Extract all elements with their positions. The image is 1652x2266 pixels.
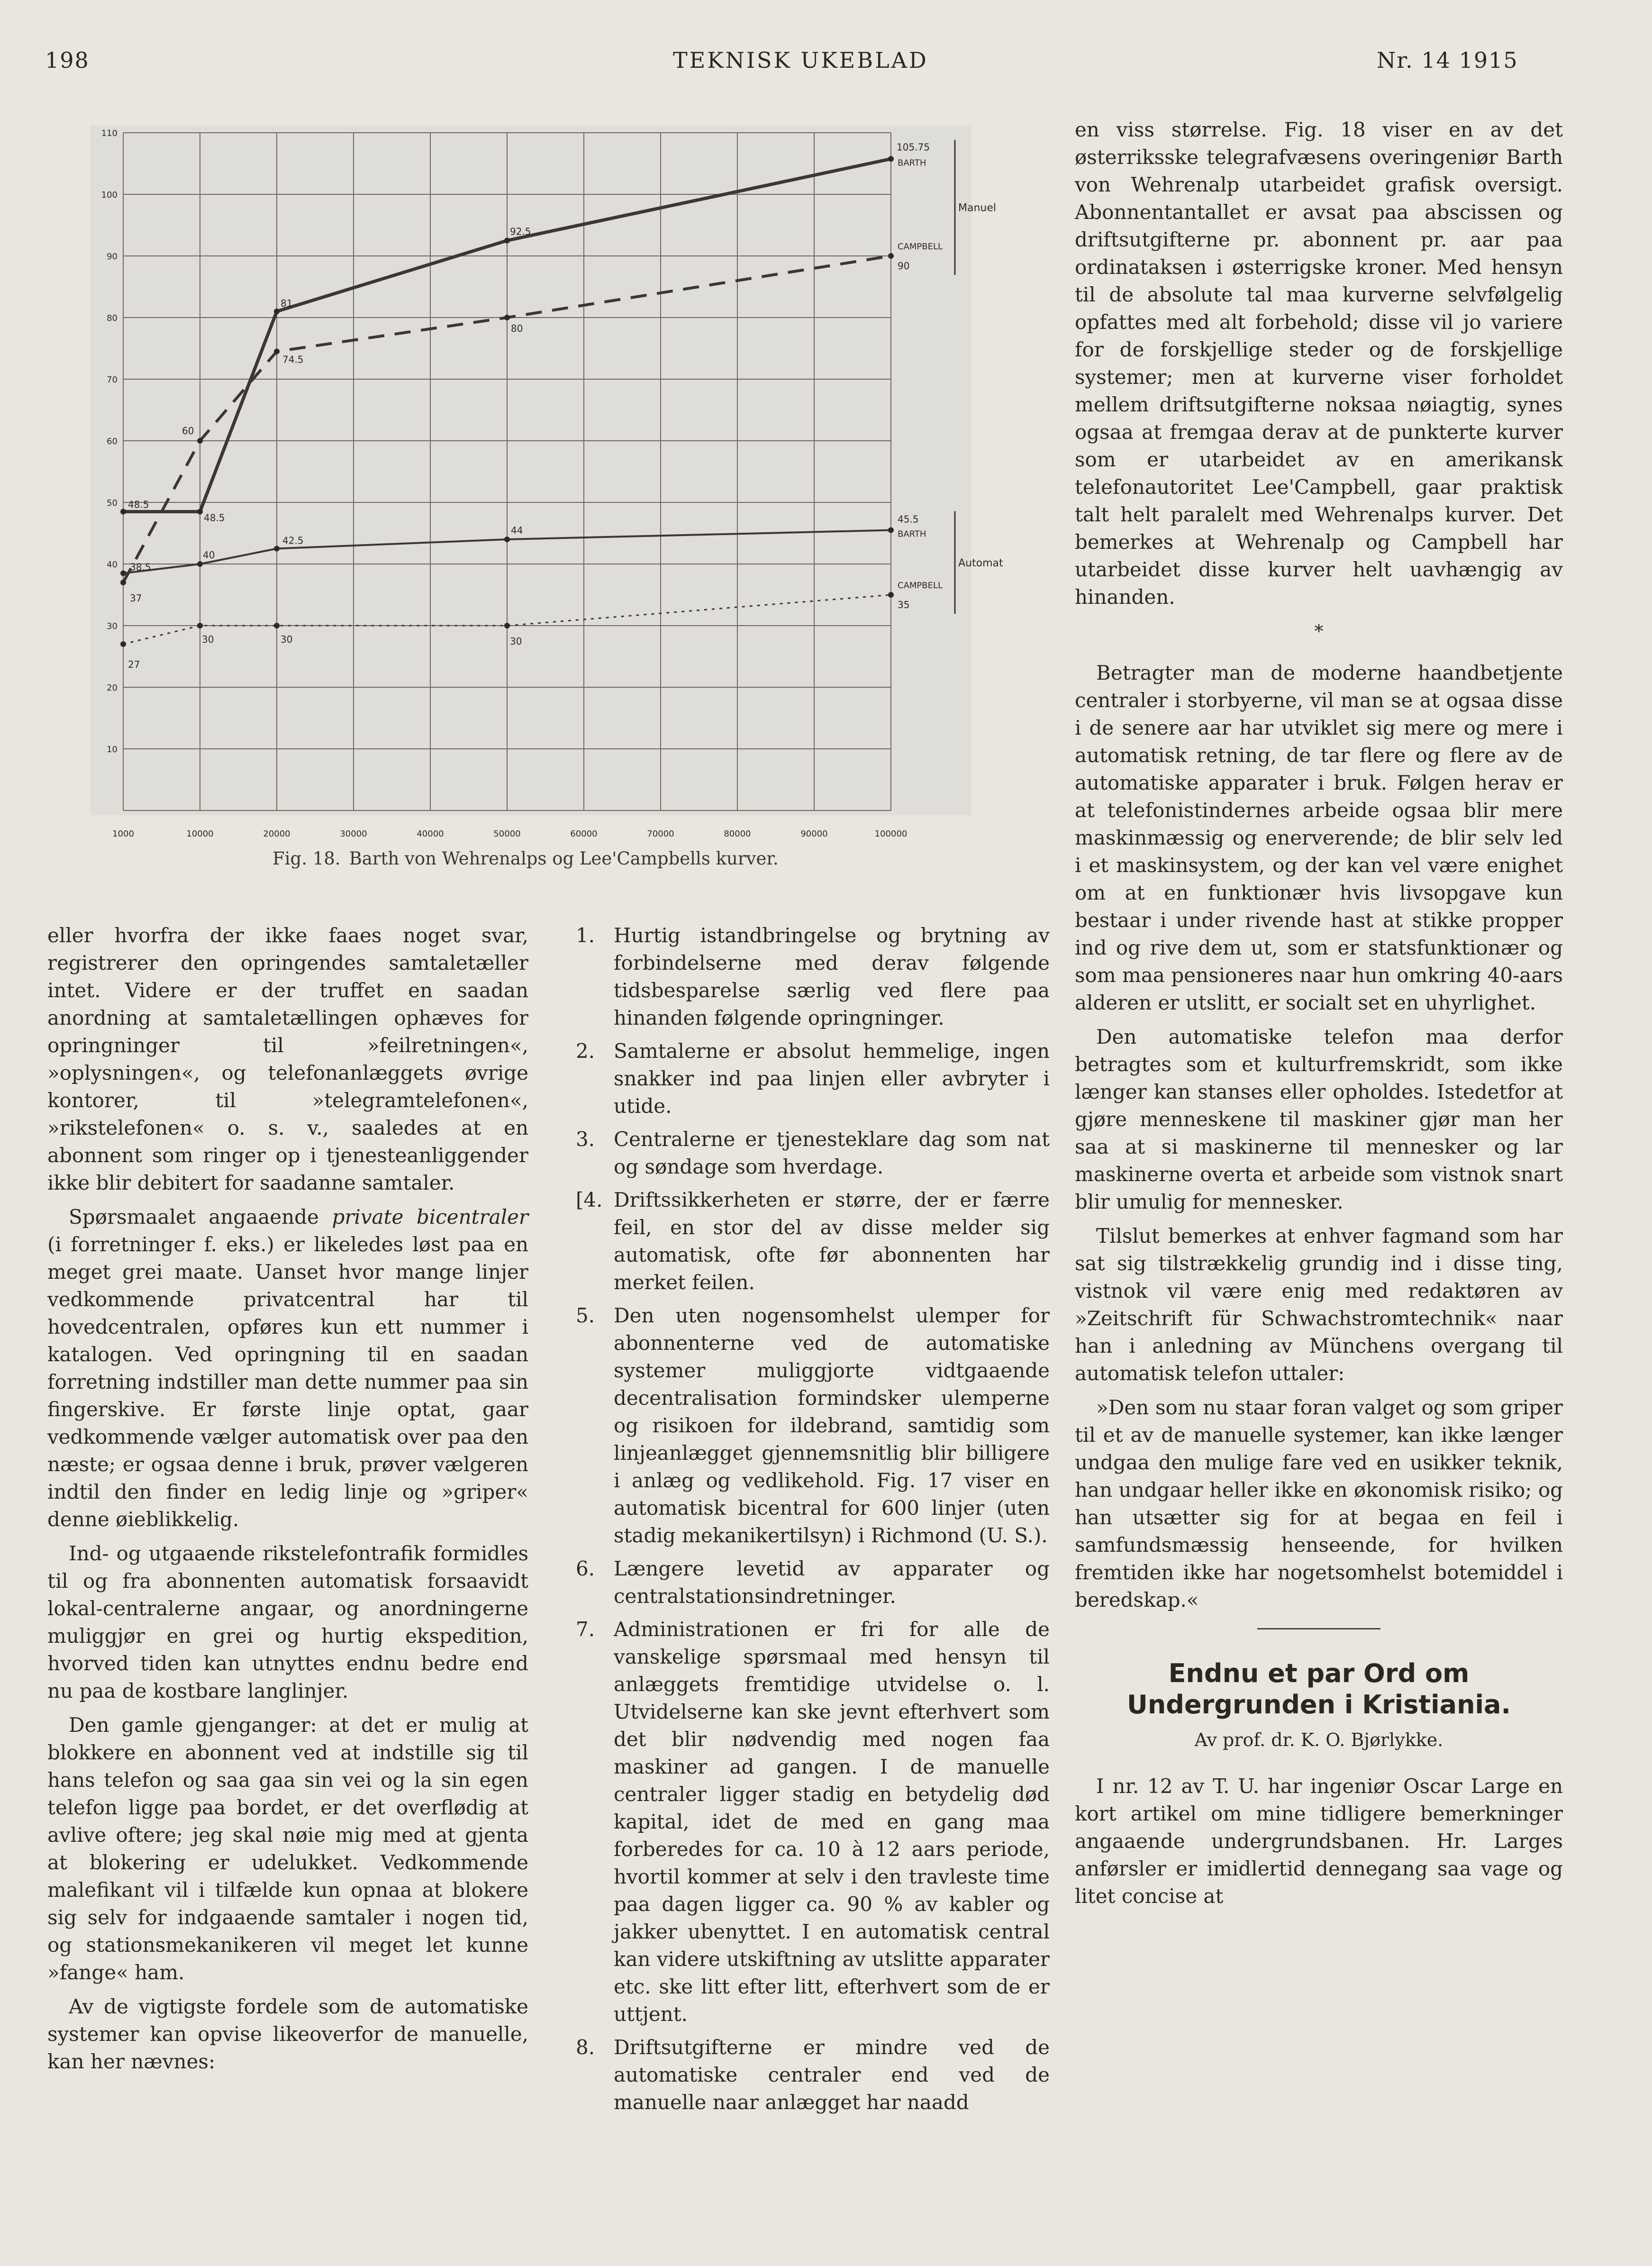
text-column-1 (47, 922, 528, 2082)
text-column-3 (1075, 116, 1563, 1917)
list-text: Centralerne er tjenesteklare dag som nat og søndage som hverdage. (614, 1128, 1050, 1178)
list-number: 8. (576, 2036, 595, 2059)
series-name-label: CAMPBELL (898, 581, 943, 591)
y-tick-label: 60 (107, 437, 118, 446)
list-item (569, 1037, 1050, 1120)
page-number: 198 (45, 47, 90, 73)
y-tick-label: 30 (107, 621, 118, 631)
data-point (197, 561, 203, 567)
group-label: Manuel (958, 202, 996, 214)
paragraph: »Den som nu staar foran valget og som griper til et av de manuelle systemer, kan ikke længer undgaa den mulige fare ved en usikker teknik, han undgaar heller ikke en økonomisk risiko; og han utsætter sig for at begaa en feil i samfundsmæssig henseende, for hvilken fremtiden ikke har nogetsomhelst botemiddel i beredskap.« (1075, 1396, 1563, 1611)
data-label: 45.5 (898, 513, 919, 525)
list-item (569, 1555, 1050, 1610)
data-label: 60 (182, 425, 194, 437)
data-point (274, 349, 280, 355)
data-point (120, 641, 126, 647)
section-separator-star: * (1314, 621, 1324, 642)
data-label: 80 (511, 323, 523, 334)
article-title: Endnu et par Ord om Undergrunden i Kristiania. (1127, 1658, 1511, 1720)
data-label: 40 (203, 549, 215, 561)
y-tick-label: 50 (107, 498, 118, 508)
data-label: 81 (281, 298, 293, 309)
data-point (120, 580, 126, 585)
data-point (274, 546, 280, 552)
data-point (197, 623, 203, 628)
data-label: 38.5 (130, 561, 151, 573)
list-item (569, 922, 1050, 1032)
list-text: Driftssikkerheten er større, der er færre feil, en stor del av disse melder sig automatisk, ofte før abonnenten har merket feilen. (614, 1188, 1050, 1294)
list-number: 5. (576, 1304, 595, 1327)
paragraph: Tilslut bemerkes at enhver fagmand som har sat sig tilstrækkelig grundig ind i disse ting, vistnok vil være enig med redaktøren av »Zeitschrift für Schwachstromtechnik« naar han i anledning av Münchens overgang til automatisk telefon uttaler: (1075, 1224, 1563, 1385)
series-name-label: BARTH (898, 158, 926, 168)
x-tick-label: 100000 (874, 829, 908, 837)
x-tick-label: 50000 (493, 829, 521, 837)
data-label: 44 (511, 525, 523, 536)
list-item (569, 2034, 1050, 2116)
data-point (197, 438, 203, 444)
list-text: Administrationen er fri for alle de vanskelige spørsmaal med hensyn til anlæggets fremtidige utvidelse o. l. Utvidelserne kan ske jevnt efterhvert som det blir nødvendig med nogen faa maskiner ad gangen. I de manuelle centraler ligger stadig en betydelig død kapital, idet de med en gang maa forberedes for ca. 10 à 12 aars periode, hvortil kommer at selv i den travleste time paa dagen ligger ca. 90 % av kabler og jakker ubenyttet. I en automatisk central kan videre utskiftning av utslitte apparater etc. ske litt efter litt, efterhvert som de er uttjent. (614, 1618, 1050, 2026)
data-label: 35 (898, 599, 910, 610)
x-tick-label: 10000 (186, 829, 214, 837)
data-point (888, 253, 894, 259)
list-text: Driftsutgifterne er mindre ved de automatiske centraler end ved de manuelle naar anlægget har naadd (614, 2036, 1050, 2114)
data-point (274, 623, 280, 628)
data-point (504, 537, 510, 542)
list-item (569, 1616, 1050, 2028)
paragraph-text: Spørsmaalet angaaende (69, 1205, 332, 1229)
list-text: Den uten nogensomhelst ulemper for abonnenterne ved de automatiske systemer muliggjorte vidtgaaende decentralisation formindsker ulemperne og risikoen for ildebrand, samtidig som linjeanlægget gjennemsnitlig blir billigere i anlæg og vedlikehold. Fig. 17 viser en automatisk bicentral for 600 linjer (uten stadig mekanikertilsyn) i Richmond (U. S.). (614, 1304, 1050, 1547)
y-tick-label: 80 (107, 313, 118, 323)
data-point (888, 528, 894, 533)
data-label: 30 (281, 634, 293, 645)
list-number: 3. (576, 1128, 595, 1151)
data-label: 92.5 (510, 226, 531, 237)
data-point (120, 509, 126, 515)
data-label: 48.5 (204, 512, 225, 524)
y-tick-label: 70 (107, 375, 118, 385)
text-column-2 (569, 922, 1050, 2122)
data-label: 90 (898, 260, 910, 272)
data-label: 30 (510, 636, 522, 647)
data-label: 27 (128, 659, 140, 670)
data-point (888, 156, 894, 162)
data-point (504, 315, 510, 320)
paragraph: en viss størrelse. Fig. 18 viser en av det østerriksske telegrafvæsens overingeniør Barth von Wehrenalp utarbeidet grafisk oversigt. Abonnentantallet er avsat paa abscissen og driftsutgifterne pr. abonnent pr. aar paa ordinataksen i østerrigske kroner. Med hensyn til de absolute tal maa kurverne selvfølgelig opfattes med alt forbehold; disse vil jo variere for de forskjellige steder og de forskjellige systemer; men at kurverne viser forholdet mellem driftsutgifterne noksaa nøiagtig, synes ogsaa at fremgaa derav at de punkterte kurver som er utarbeidet av en amerikansk telefonautoritet Lee'Campbell, gaar praktisk talt helt paralelt med Wehrenalps kurver. Det bemerkes at Wehrenalp og Campbell har utarbeidet disse kurver helt uavhængig av hinanden. (1075, 118, 1563, 609)
data-point (888, 592, 894, 598)
list-number: 2. (576, 1039, 595, 1063)
paragraph: eller hvorfra der ikke faaes noget svar, registrerer den opringendes samtaletæller intet. Videre er der truffet en saadan anordning at samtaletællingen ophæves for opringninger til »feilretningen«, »oplysningen«, og telefonanlæggets øvrige kontorer, til »telegramtelefonen«, »rikstelefonen« o. s. v., saaledes at en abonnent som ringer op i tjenesteanliggender ikke blir debitert for saadanne samtaler. (47, 924, 528, 1194)
paragraph: Den gamle gjenganger: at det er mulig at blokkere en abonnent ved at indstille sig til hans telefon og saa gaa sin vei og la sin egen telefon ligge paa bordet, er det overflødig at avlive oftere; jeg skal nøie mig med at gjenta at blokering er udelukket. Vedkommende malefikant vil i tilfælde kun opnaa at blokere sig selv for indgaaende samtaler i nogen tid, og stationsmekanikeren vil meget let kunne »fange« ham. (47, 1713, 528, 1984)
x-tick-label: 40000 (417, 829, 444, 837)
issue-number: Nr. 14 1915 (1377, 47, 1518, 73)
list-number: 1. (576, 924, 595, 947)
group-label: Automat (958, 557, 1003, 569)
list-item (569, 1302, 1050, 1549)
data-point (274, 309, 280, 314)
section-divider (1257, 1628, 1380, 1629)
list-number: [4. (576, 1188, 603, 1211)
list-text: Længere levetid av apparater og centralstationsindretninger. (614, 1557, 1050, 1608)
list-number: 7. (576, 1618, 595, 1641)
paragraph: Av de vigtigste fordele som de automatiske systemer kan opvise likeoverfor de manuelle, kan her nævnes: (47, 1995, 528, 2073)
paragraph: Betragter man de moderne haandbetjente centraler i storbyerne, vil man se at ogsaa disse i de senere aar har utviklet sig mere og mere i automatisk retning, de tar flere og flere av de automatiske apparater i bruk. Følgen herav er at telefonistindernes arbeide ogsaa blir mere maskinmæssig og enerverende; de blir selv led i et maskinsystem, og der kan vel være enighet om at en funktionær hvis livsopgave kun bestaar i under rivende hast at stikke propper ind og rive dem ut, som er statsfunktionær og som maa pensioneres naar hun omkring 40-aars alderen er utslitt, er socialt set en uhyrlighet. (1075, 661, 1563, 1014)
y-tick-label: 100 (101, 190, 118, 200)
paragraph-text: (i forretninger f. eks.) er likeledes løst paa en meget grei maate. Uanset hvor mange linjer vedkommende privatcentral har til hovedcentralen, opføres kun ett nummer i katalogen. Ved opringning til en saadan forretning indstiller man dette nummer paa sin fingerskive. Er første linje optat, gaar vedkommende vælger automatisk over paa den næste; er ogsaa denne i bruk, prøver vælgeren indtil den finder en ledig linje og »griper« denne øieblikkelig. (47, 1233, 528, 1531)
figure-18-chart (85, 121, 1009, 837)
data-point (504, 623, 510, 628)
y-tick-label: 20 (107, 683, 118, 693)
x-tick-label: 80000 (724, 829, 751, 837)
x-tick-label: 1000 (112, 829, 134, 837)
x-tick-label: 20000 (263, 829, 290, 837)
data-label: 30 (202, 634, 214, 645)
list-text: Samtalerne er absolut hemmelige, ingen snakker ind paa linjen eller avbryter i utide. (614, 1039, 1050, 1118)
x-tick-label: 60000 (570, 829, 598, 837)
list-text: Hurtig istandbringelse og brytning av forbindelserne med derav følgende tidsbesparelse særlig ved flere paa hinanden følgende opringninger. (614, 924, 1050, 1029)
x-tick-label: 30000 (340, 829, 367, 837)
x-tick-label: 90000 (800, 829, 828, 837)
data-label: 48.5 (128, 499, 149, 510)
series-name-label: CAMPBELL (898, 242, 943, 252)
paragraph: I nr. 12 av T. U. har ingeniør Oscar Large en kort artikel om mine tidligere bemerkninger angaaende undergrundsbanen. Hr. Larges anførsler er imidlertid dennegang saa vage og litet concise at (1075, 1775, 1563, 1908)
data-point (197, 509, 203, 515)
article-byline: Av prof. dr. K. O. Bjørlykke. (1194, 1729, 1443, 1750)
paragraph (47, 1203, 528, 1533)
data-label: 105.75 (897, 141, 930, 153)
y-tick-label: 90 (107, 252, 118, 262)
y-tick-label: 10 (107, 745, 118, 755)
series-name-label: BARTH (898, 529, 926, 539)
list-item (569, 1126, 1050, 1181)
x-tick-label: 70000 (647, 829, 674, 837)
figure-caption-number: Fig. 18. (272, 848, 341, 869)
figure-caption (272, 848, 779, 869)
paragraph: Ind- og utgaaende rikstelefontrafik formidles til og fra abonnenten automatisk forsaavidt lokal-centralerne angaar, og anordningerne muliggjør en grei og hurtig ekspedition, hvorved tiden kan utnyttes endnu bedre end nu paa de kostbare langlinjer. (47, 1542, 528, 1702)
figure-caption-text: Barth von Wehrenalps og Lee'Campbells kurver. (349, 848, 779, 869)
y-tick-label: 40 (107, 560, 118, 570)
data-point (504, 238, 510, 244)
data-label: 42.5 (282, 535, 304, 546)
italic-term: private bicentraler (332, 1205, 528, 1229)
journal-title: TEKNISK UKEBLAD (673, 47, 928, 73)
list-number: 6. (576, 1557, 595, 1580)
list-item (569, 1186, 1050, 1296)
y-tick-label: 110 (101, 128, 118, 138)
data-label: 74.5 (282, 354, 304, 365)
paragraph: Den automatiske telefon maa derfor betragtes som et kulturfremskridt, som ikke længer kan stanses eller opholdes. Istedetfor at gjøre menneskene til maskiner gjør man her saa at si maskinerne til mennesker og lar maskinerne overta et arbeide som vistnok snart blir umulig for mennesker. (1075, 1025, 1563, 1213)
data-label: 37 (130, 592, 142, 604)
data-point (120, 571, 126, 576)
